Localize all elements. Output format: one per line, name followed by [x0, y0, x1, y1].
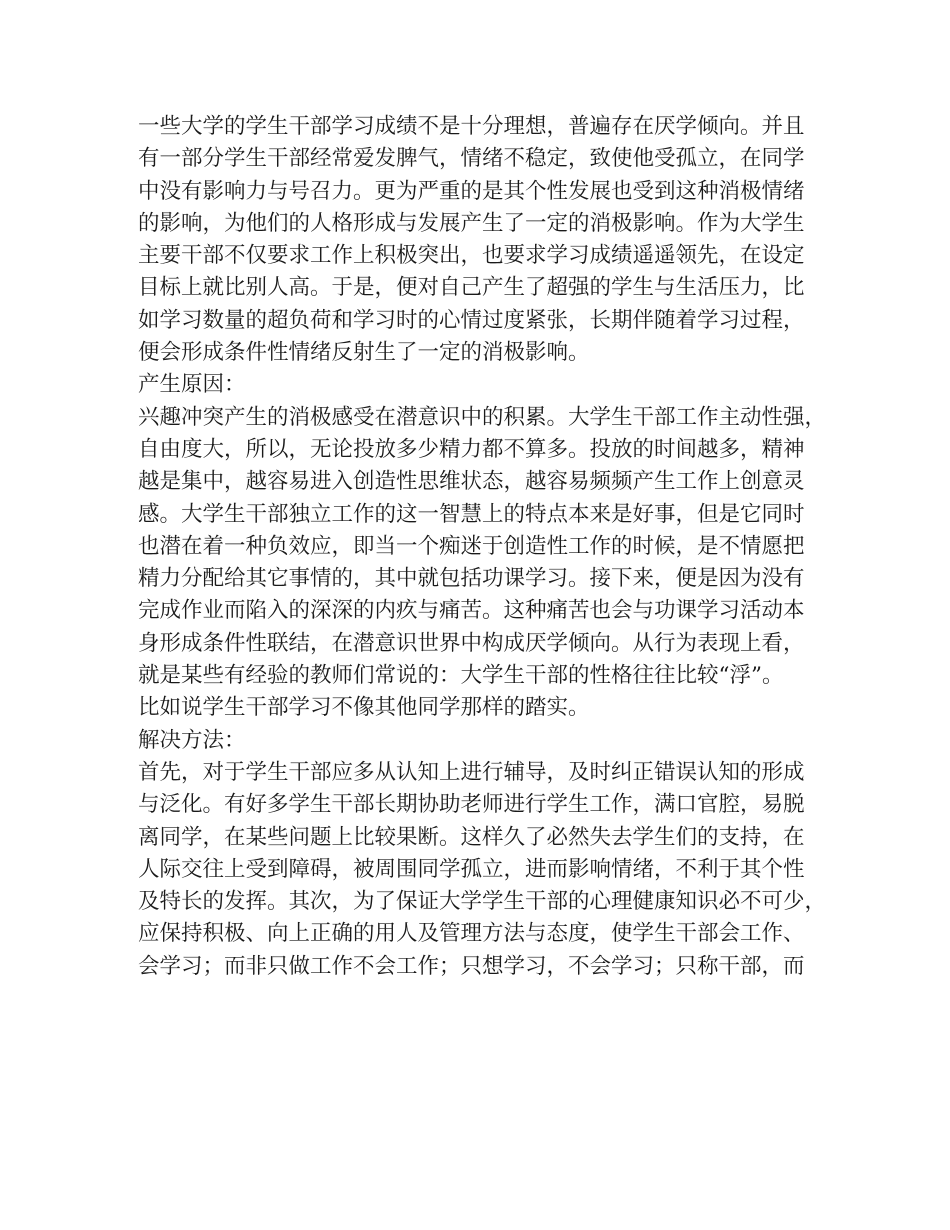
text-line: 越是集中，越容易进入创造性思维状态，越容易频频产生工作上创意灵: [138, 469, 805, 495]
text-line: 离同学，在某些问题上比较果断。这样久了必然失去学生们的支持，在: [138, 824, 805, 850]
text-line: 便会形成条件性情绪反射生了一定的消极影响。: [138, 340, 590, 366]
section-heading-solutions: 解决方法：: [138, 727, 246, 753]
text-line: 人际交往上受到障碍，被周围同学孤立，进而影响情绪，不利于其个性: [138, 856, 805, 882]
text-line: 兴趣冲突产生的消极感受在潜意识中的积累。大学生干部工作主动性强，: [138, 404, 827, 430]
section-heading-causes: 产生原因：: [138, 372, 246, 398]
text-line: 首先，对于学生干部应多从认知上进行辅导，及时纠正错误认知的形成: [138, 759, 805, 785]
text-line: 精力分配给其它事情的，其中就包括功课学习。接下来，便是因为没有: [138, 566, 805, 592]
text-line: 完成作业而陷入的深深的内疚与痛苦。这种痛苦也会与功课学习活动本: [138, 598, 805, 624]
text-line: 的影响，为他们的人格形成与发展产生了一定的消极影响。作为大学生: [138, 210, 805, 236]
text-line: 会学习；而非只做工作不会工作；只想学习，不会学习；只称干部，而: [138, 953, 805, 979]
text-line: 与泛化。有好多学生干部长期协助老师进行学生工作，满口官腔，易脱: [138, 792, 805, 818]
text-line: 比如说学生干部学习不像其他同学那样的踏实。: [138, 695, 590, 721]
text-line: 应保持积极、向上正确的用人及管理方法与态度，使学生干部会工作、: [138, 921, 805, 947]
text-line: 如学习数量的超负荷和学习时的心情过度紧张，长期伴随着学习过程，: [138, 307, 805, 333]
document-body: [138, 111, 828, 983]
text-line: 中没有影响力与号召力。更为严重的是其个性发展也受到这种消极情绪: [138, 178, 805, 204]
text-line: 主要干部不仅要求工作上积极突出，也要求学习成绩遥遥领先，在设定: [138, 243, 805, 269]
text-line: 身形成条件性联结，在潜意识世界中构成厌学倾向。从行为表现上看，: [138, 630, 805, 656]
text-line: 有一部分学生干部经常爱发脾气，情绪不稳定，致使他受孤立，在同学: [138, 146, 805, 172]
text-line: 感。大学生干部独立工作的这一智慧上的特点本来是好事，但是它同时: [138, 501, 805, 527]
text-line: 目标上就比别人高。于是，便对自己产生了超强的学生与生活压力，比: [138, 275, 805, 301]
text-line: 及特长的发挥。其次，为了保证大学学生干部的心理健康知识必不可少，: [138, 889, 827, 915]
text-line: 就是某些有经验的教师们常说的：大学生干部的性格往往比较“浮”。: [138, 663, 784, 689]
text-line: 自由度大，所以，无论投放多少精力都不算多。投放的时间越多，精神: [138, 436, 805, 462]
text-line: 一些大学的学生干部学习成绩不是十分理想，普遍存在厌学倾向。并且: [138, 114, 805, 139]
text-line: 也潜在着一种负效应，即当一个痴迷于创造性工作的时候，是不情愿把: [138, 533, 805, 559]
